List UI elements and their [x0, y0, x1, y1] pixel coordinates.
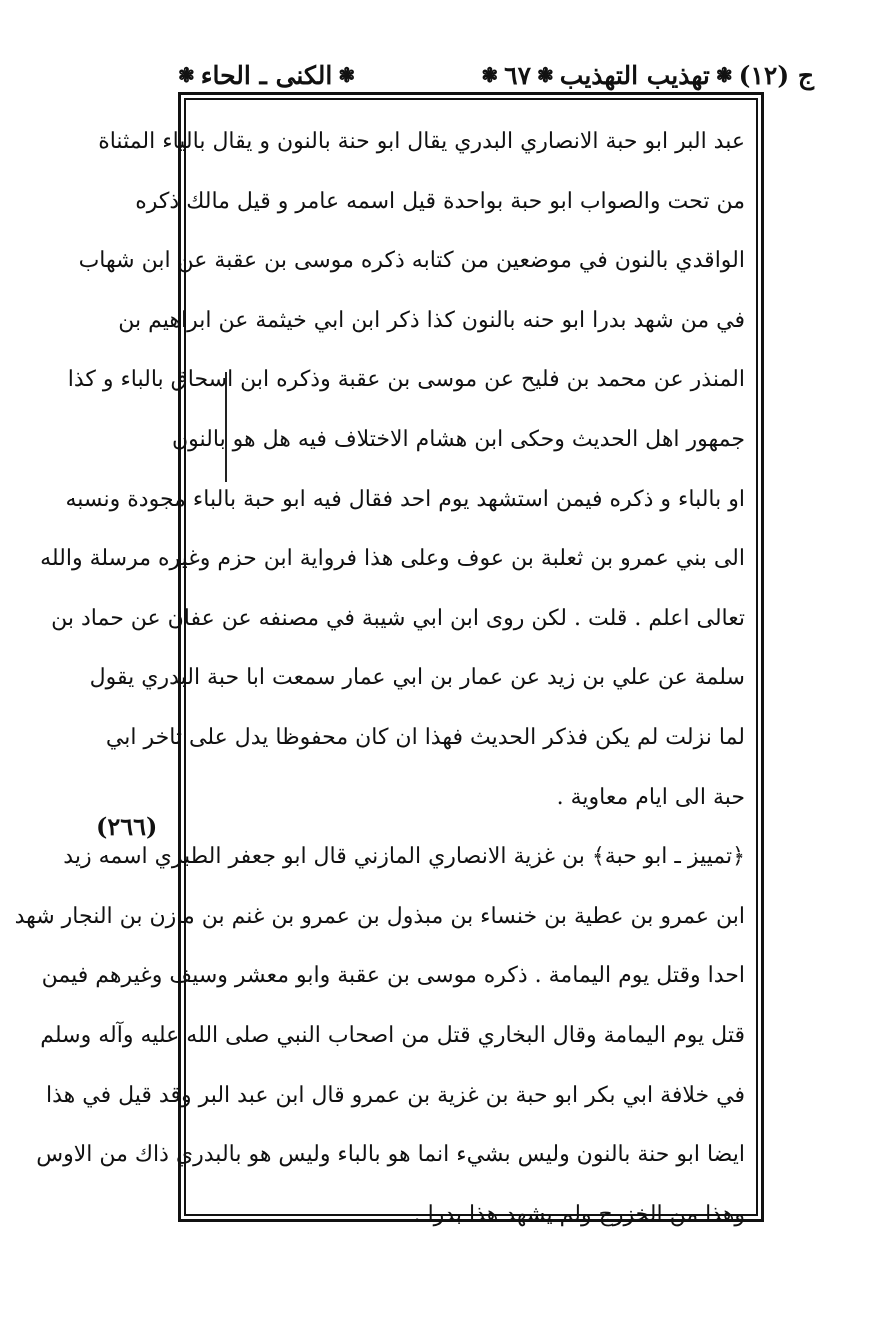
text-line: المنذر عن محمد بن فليح عن موسى بن عقبة وذكره ابن اسحاق بالباء و كذا: [67, 367, 745, 393]
margin-entry-number: (٢٦٦): [96, 812, 158, 841]
text-line: ايضا ابو حنة بالنون وليس بشيء انما هو بالباء وليس هو بالبدري ذاك من الاوس: [36, 1142, 745, 1168]
ornament-icon: ❃: [178, 63, 195, 87]
text-line: ابن عمرو بن عطية بن خنساء بن مبذول بن عمرو بن غنم بن مازن بن النجار شهد: [14, 903, 745, 929]
text-line: الواقدي بالنون في موضعين من كتابه ذكره موسى بن عقبة عن ابن شهاب: [78, 248, 745, 274]
text-line: او بالباء و ذكره فيمن استشهد يوم احد فقال فيه ابو حبة بالباء مجودة ونسبه: [65, 486, 745, 512]
volume-label: ج (١٢): [738, 60, 814, 90]
header-right: [481, 61, 814, 90]
text-line: احدا وقتل يوم اليمامة . ذكره موسى بن عقبة وابو معشر وسيف وغيرهم فيمن: [41, 963, 745, 989]
ornament-icon: ❃: [715, 63, 733, 87]
text-line: في خلافة ابي بكر ابو حبة بن غزية بن عمرو قال ابن عبد البر وقد قيل في هذا: [45, 1082, 745, 1108]
text-line: ﴿تمييز ـ ابو حبة﴾ بن غزية الانصاري المازني قال ابو جعفر الطبري اسمه زيد: [63, 844, 745, 870]
text-line: من تحت والصواب ابو حبة بواحدة قيل اسمه عامر و قيل مالك ذكره: [135, 188, 745, 214]
text-line: جمهور اهل الحديث وحكى ابن هشام الاختلاف فيه هل هو بالنون: [172, 426, 745, 452]
book-title: تهذيب التهذيب: [559, 60, 710, 90]
ornament-icon: ❃: [338, 63, 356, 87]
header-left: [178, 61, 355, 90]
text-line: وهذا من الخزرج ولم يشهد هذا بدرا .: [413, 1201, 745, 1227]
text-line: عبد البر ابو حبة الانصاري البدري يقال ابو حنة بالنون و يقال بالياء المثناة: [98, 129, 745, 154]
text-line: تعالى اعلم . قلت . لكن روى ابن ابي شيبة في مصنفه عن عفان عن حماد بن: [51, 605, 745, 631]
ornament-icon: ❃: [481, 63, 499, 87]
text-line: سلمة عن علي بن زيد عن عمار بن ابي عمار سمعت ابا حبة البدري يقول: [89, 665, 745, 691]
text-line: في من شهد بدرا ابو حنه بالنون كذا ذكر ابن ابي خيثمة عن ابراهيم بن: [118, 307, 745, 333]
text-line: لما نزلت لم يكن فذكر الحديث فهذا ان كان محفوظا يدل على تاخر ابي: [105, 724, 745, 750]
page-number: ٦٧: [504, 60, 532, 90]
ornament-icon: ❃: [537, 63, 554, 87]
text-line: قتل يوم اليمامة وقال البخاري قتل من اصحاب النبي صلى الله عليه وآله وسلم: [40, 1022, 745, 1048]
text-line: الى بني عمرو بن ثعلبة بن عوف وعلى هذا فرواية ابن حزم وغيره مرسلة والله: [40, 546, 745, 572]
text-line: حبة الى ايام معاوية .: [556, 784, 745, 810]
chapter-title: الكنى ـ الحاء: [200, 60, 333, 90]
